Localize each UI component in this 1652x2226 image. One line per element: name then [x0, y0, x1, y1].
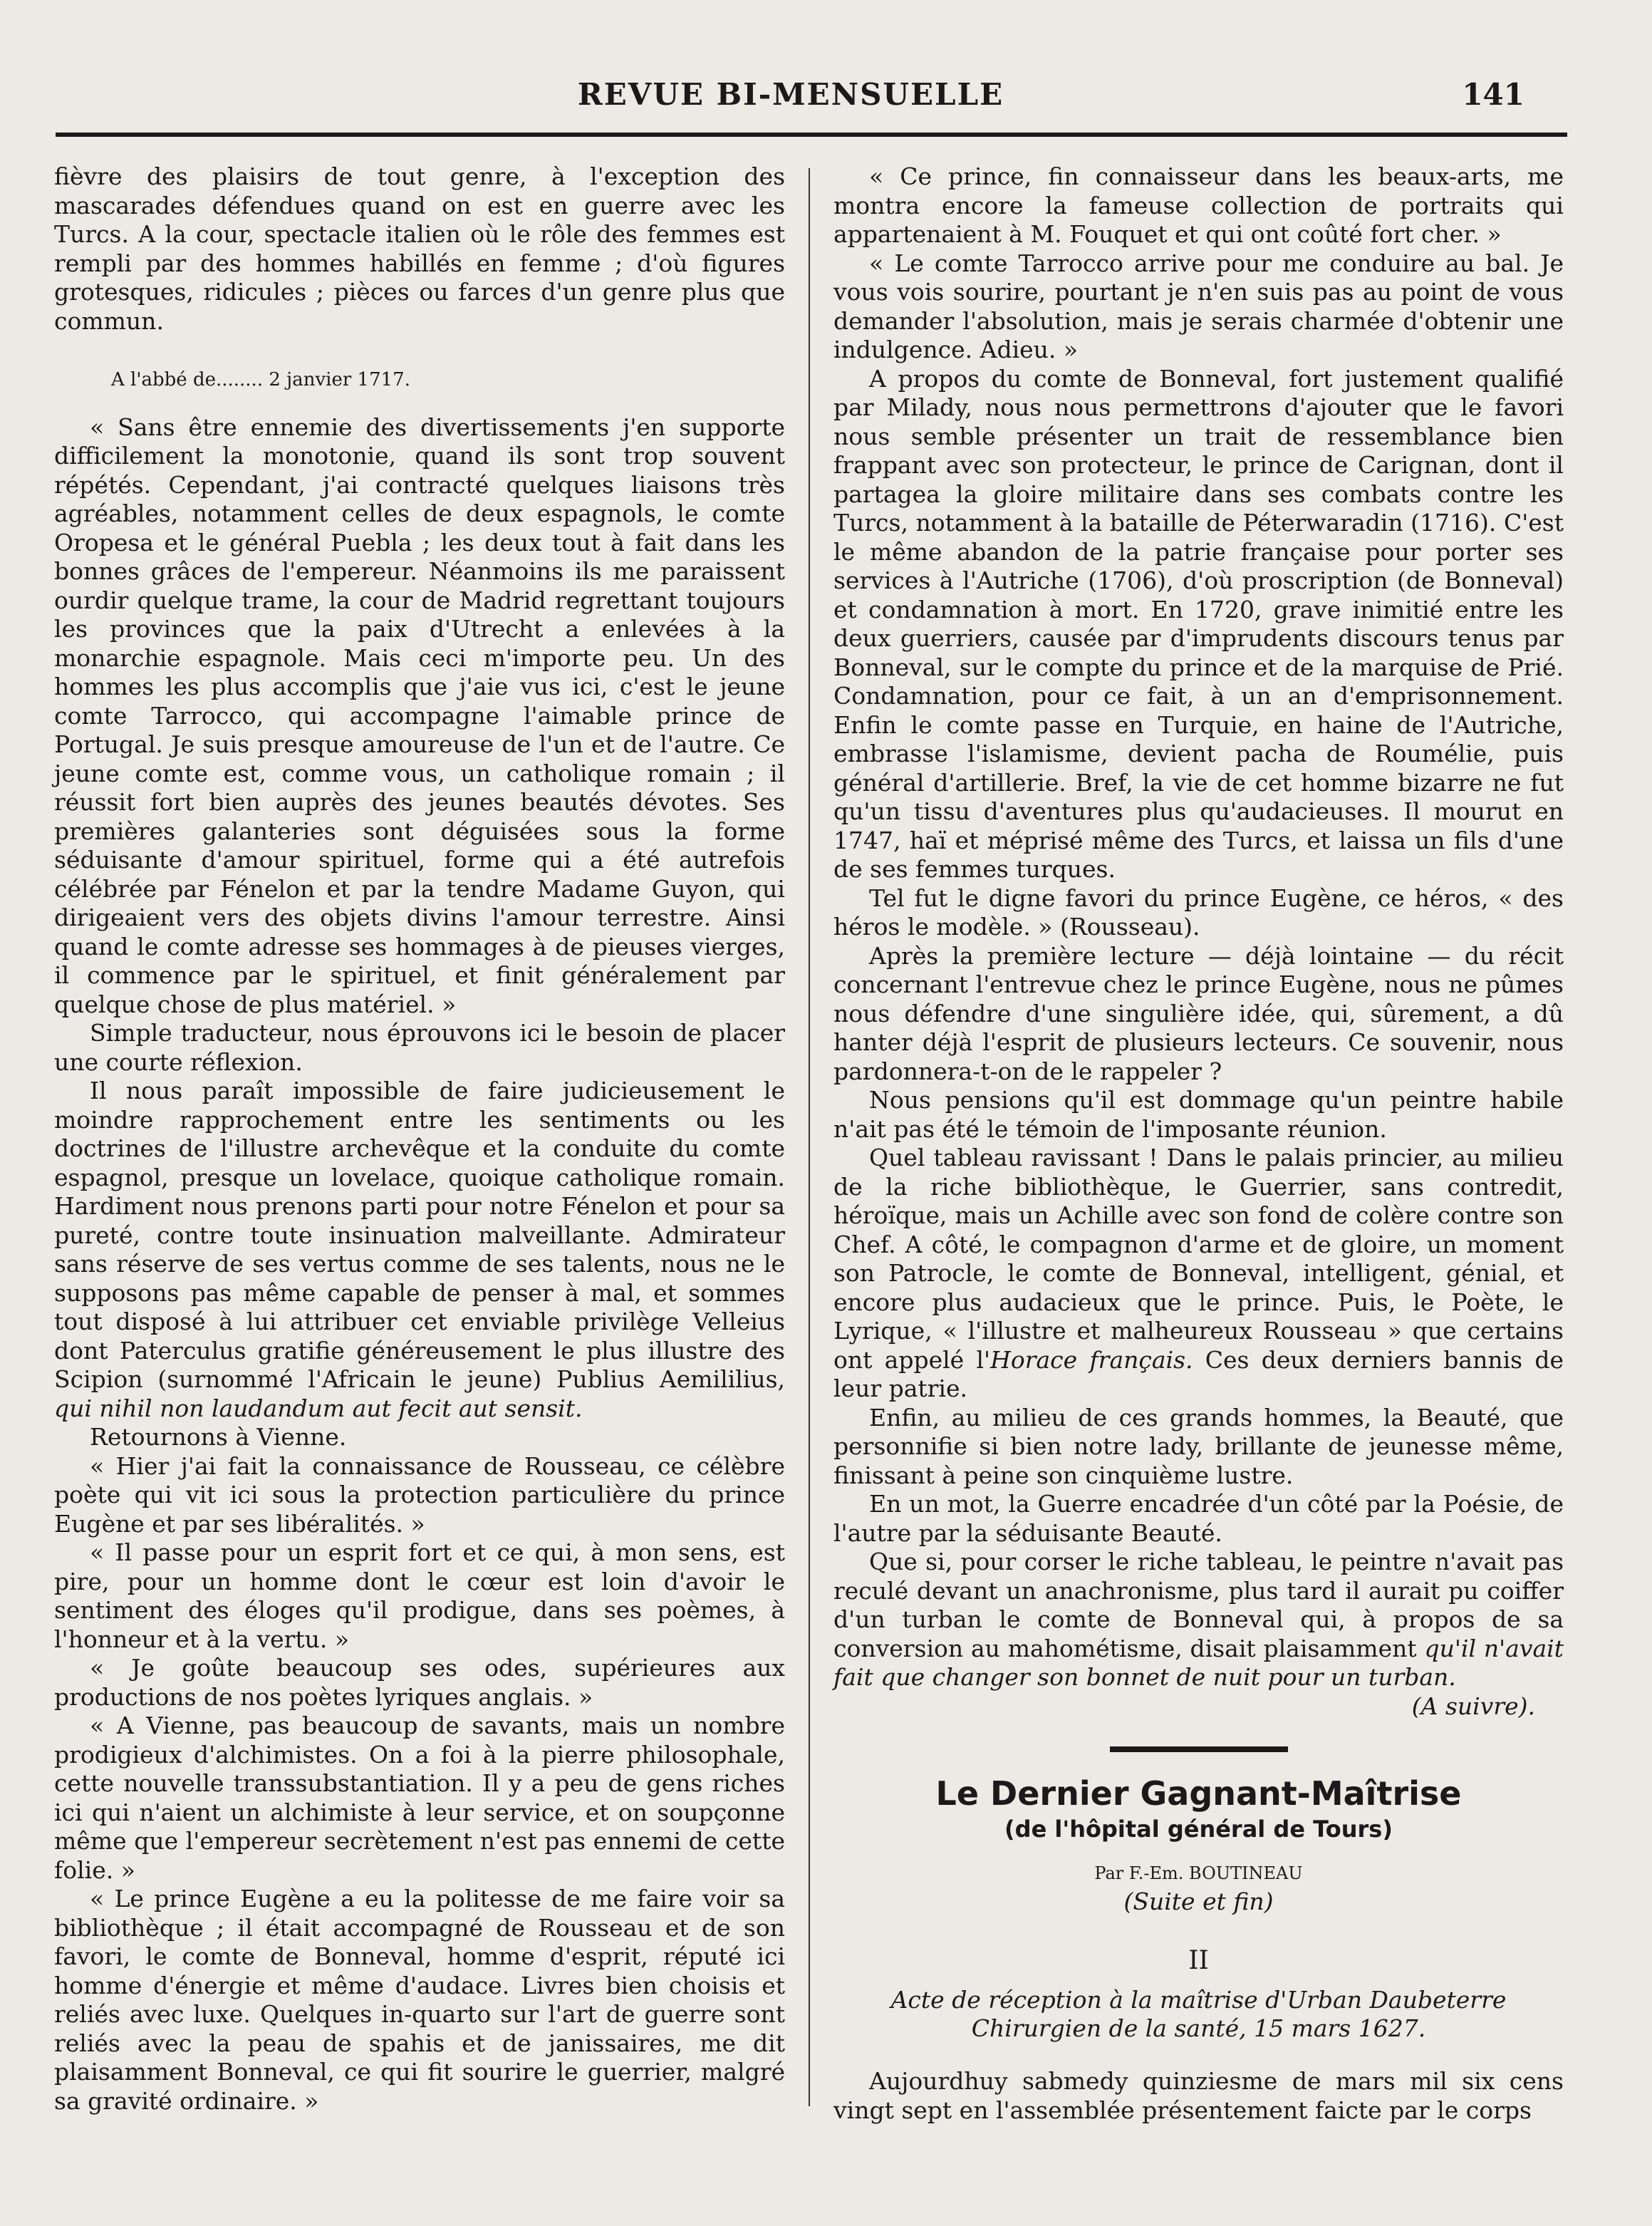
paragraph: « A Vienne, pas beaucoup de savants, mais un nombre prodigieux d'alchimistes. On a foi à la pierre philosophale, cette nouvelle transsubstantiation. Il y a peu de gens riches ici qui n'aient un alchimiste à leur service, et on soupçonne même que l'empereur secrètement n'est pas ennemi de cette folie. »: [54, 1712, 785, 1884]
part-number: II: [1188, 1946, 1209, 1975]
paragraph: « Ce prince, fin connaisseur dans les beaux-arts, me montra encore la fameuse collection de portraits qui appartenaient à M. Fouquet et qui ont coûté fort cher. »: [833, 162, 1564, 248]
paragraph: [833, 1144, 1564, 1404]
paragraph: Nous pensions qu'il est dommage qu'un peintre habile n'ait pas été le témoin de l'imposante réunion.: [833, 1086, 1564, 1143]
act-title-line: Chirurgien de la santé, 15 mars 1627.: [971, 2014, 1426, 2042]
paragraph: Après la première lecture — déjà lointaine — du récit concernant l'entrevue chez le prince Eugène, nous ne pûmes nous défendre d'une singulière idée, qui, sûrement, a dû hanter déjà l'esprit de plusieurs lecteurs. Ce souvenir, nous pardonnera-t-on de le rappeler ?: [833, 941, 1564, 1085]
act-title: [833, 1986, 1564, 2043]
paragraph: [833, 1548, 1564, 1692]
article-title: Le Dernier Gagnant-Maîtrise: [935, 1774, 1462, 1813]
right-column: [833, 162, 1564, 2125]
paragraph: Retournons à Vienne.: [90, 1423, 347, 1451]
paragraph: A propos du comte de Bonneval, fort justement qualifié par Milady, nous nous permettrons d'ajouter que le favori nous semble présenter un trait de ressemblance bien frappant avec son protecteur, le prince de Carignan, dont il partagea la gloire militaire dans ses combats contre les Turcs, notamment à la bataille de Péterwaradin (1716). C'est le même abandon de la patrie française pour porter ses services à l'Autriche (1706), d'où proscription (de Bonneval) et condamnation à mort. En 1720, grave inimitié entre les deux guerriers, causée par d'imprudents discours tenus par Bonneval, sur le compte du prince et de la marquise de Prié. Condamnation, pour ce fait, à un an d'emprisonnement. Enfin le comte passe en Turquie, en haine de l'Autriche, embrasse l'islamisme, devient pacha de Roumélie, puis général d'artillerie. Bref, la vie de cet homme bizarre ne fut qu'un tissu d'aventures plus qu'audacieuses. Il mourut en 1747, haï et méprisé même des Turcs, et laissa un fils d'une de ses femmes turques.: [833, 364, 1564, 883]
paragraph: En un mot, la Guerre encadrée d'un côté par la Poésie, de l'autre par la séduisante Beauté.: [833, 1490, 1564, 1547]
act-title-line: Acte de réception à la maîtrise d'Urban Daubeterre: [890, 1986, 1507, 2014]
article-subtitle: (de l'hôpital général de Tours): [1004, 1816, 1393, 1843]
paragraph: « Le comte Tarrocco arrive pour me conduire au bal. Je vous vois sourire, pourtant je n'en suis pas au point de vous demander l'absolution, mais je serais charmée d'obtenir une indulgence. Adieu. »: [833, 249, 1564, 363]
paragraph-text: Il nous paraît impossible de faire judicieusement le moindre rapprochement entre les sentiments ou les doctrines de l'illustre archevêque et la conduite du comte espagnol, presque un lovelace, quoique catholique romain. Hardiment nous prenons parti pour notre Fénelon et pour sa pureté, contre toute insinuation malveillante. Admirateur sans réserve de ses vertus comme de ses talents, nous ne le supposons pas même capable de penser à mal, et sommes tout disposé à lui attribuer cet enviable privilège Velleius dont Paterculus gratifie généreusement le plus illustre des Scipion (surnommé l'Africain le jeune) Publius Aemililius,: [54, 1077, 785, 1393]
paragraph: « Le prince Eugène a eu la politesse de me faire voir sa bibliothèque ; il était accompagné de Rousseau et de son favori, le comte de Bonneval, homme d'esprit, réputé ici homme d'énergie et même d'audace. Livres bien choisis et reliés avec luxe. Quelques in-quarto sur l'art de guerre sont reliés avec la peau de spahis et de janissaires, me dit plaisamment Bonneval, ce qui fit sourire le guerrier, malgré sa gravité ordinaire. »: [54, 1885, 785, 2115]
paragraph: fièvre des plaisirs de tout genre, à l'exception des mascarades défendues quand on est en guerre avec les Turcs. A la cour, spectacle italien où le rôle des femmes est rempli par des hommes habillés en femme ; d'où figures grotesques, ridicules ; pièces ou farces d'un genre plus que commun.: [54, 162, 785, 335]
header-rule: [56, 133, 1567, 137]
paragraph: Aujourdhuy sabmedy quinziesme de mars mil six cens vingt sept en l'assemblée présentement faicte par le corps: [833, 2067, 1564, 2124]
journal-title: REVUE BI-MENSUELLE: [577, 77, 1004, 112]
running-head: [57, 77, 1524, 120]
paragraph: Simple traducteur, nous éprouvons ici le besoin de placer une courte réflexion.: [54, 1019, 785, 1076]
paragraph: Tel fut le digne favori du prince Eugène, ce héros, « des héros le modèle. » (Rousseau).: [833, 884, 1564, 941]
paragraph: « Sans être ennemie des divertissements j'en supporte difficilement la monotonie, quand ils sont trop souvent répétés. Cependant, j'ai contracté quelques liaisons très agréables, notamment celles de deux espagnols, le comte Oropesa et le général Puebla ; les deux tout à fait dans les bonnes grâces de l'empereur. Néanmoins ils me paraissent ourdir quelque trame, la cour de Madrid regrettant toujours les provinces que la paix d'Utrecht a enlevées à la monarchie espagnole. Mais ceci m'importe peu. Un des hommes les plus accomplis que j'aie vus ici, c'est le jeune comte Tarrocco, qui accompagne l'aimable prince de Portugal. Je suis presque amoureuse de l'un et de l'autre. Ce jeune comte est, comme vous, un catholique romain ; il réussit fort bien auprès des jeunes beautés dévotes. Ses premières galanteries sont déguisées sous la forme séduisante d'amour spirituel, forme qui a été autrefois célébrée par Fénelon et par la tendre Madame Guyon, qui dirigeaient vers des objets divins l'amour terrestre. Ainsi quand le comte adresse ses hommages à de pieuses vierges, il commence par le spirituel, et finit généralement par quelque chose de plus matériel. »: [54, 413, 785, 1018]
letter-dateline: A l'abbé de........ 2 janvier 1717.: [111, 369, 410, 390]
paragraph: [54, 1077, 785, 1423]
paragraph-text: Ces deux derniers bannis de leur patrie.: [833, 1345, 1564, 1402]
paragraph-text: Que si, pour corser le riche tableau, le peintre n'avait pas reculé devant un anachronisme, plus tard il aurait pu coiffer d'un turban le comte de Bonneval qui, à propos de sa conversion au mahométisme, disait plaisamment: [833, 1548, 1564, 1662]
page-number: 141: [1462, 77, 1524, 112]
section-rule: [1110, 1746, 1288, 1752]
column-divider: [809, 168, 810, 2106]
paragraph: Enfin, au milieu de ces grands hommes, la Beauté, que personnifie si bien notre lady, brillante de jeunesse même, finissant à peine son cinquième lustre.: [833, 1403, 1564, 1489]
paragraph: « Hier j'ai fait la connaissance de Rousseau, ce célèbre poète qui vit ici sous la protection particulière du prince Eugène et par ses libéralités. »: [54, 1451, 785, 1538]
paragraph: « Il passe pour un esprit fort et ce qui, à mon sens, est pire, pour un homme dont le cœur est loin d'avoir le sentiment des éloges qu'il prodigue, dans ses poèmes, à l'honneur et à la vertu. »: [54, 1538, 785, 1653]
paragraph: « Je goûte beaucoup ses odes, supérieures aux productions de nos poètes lyriques anglais. »: [54, 1654, 785, 1711]
left-column: [54, 162, 785, 2116]
to-be-continued: (A suivre).: [1411, 1692, 1535, 1720]
article-author: Par F.-Em. BOUTINEAU: [1094, 1863, 1303, 1883]
italic-phrase: Horace français.: [990, 1345, 1193, 1374]
latin-quote: qui nihil non laudandum aut fecit aut sensit.: [54, 1394, 583, 1422]
suite-note: (Suite et fin): [1123, 1888, 1274, 1915]
paragraph-text: Quel tableau ravissant ! Dans le palais princier, au milieu de la riche bibliothèque, le Guerrier, sans contredit, héroïque, mais un Achille avec son fond de colère contre son Chef. A côté, le compagnon d'arme et de gloire, un moment son Patrocle, le comte de Bonneval, intelligent, génial, et encore plus audacieux que le prince. Puis, le Poète, le Lyrique, « l'illustre et malheureux Rousseau » que certains ont appelé l': [833, 1144, 1564, 1374]
italic-quote: qu'il n'avait fait que changer son bonnet de nuit pour un turban.: [833, 1634, 1564, 1691]
